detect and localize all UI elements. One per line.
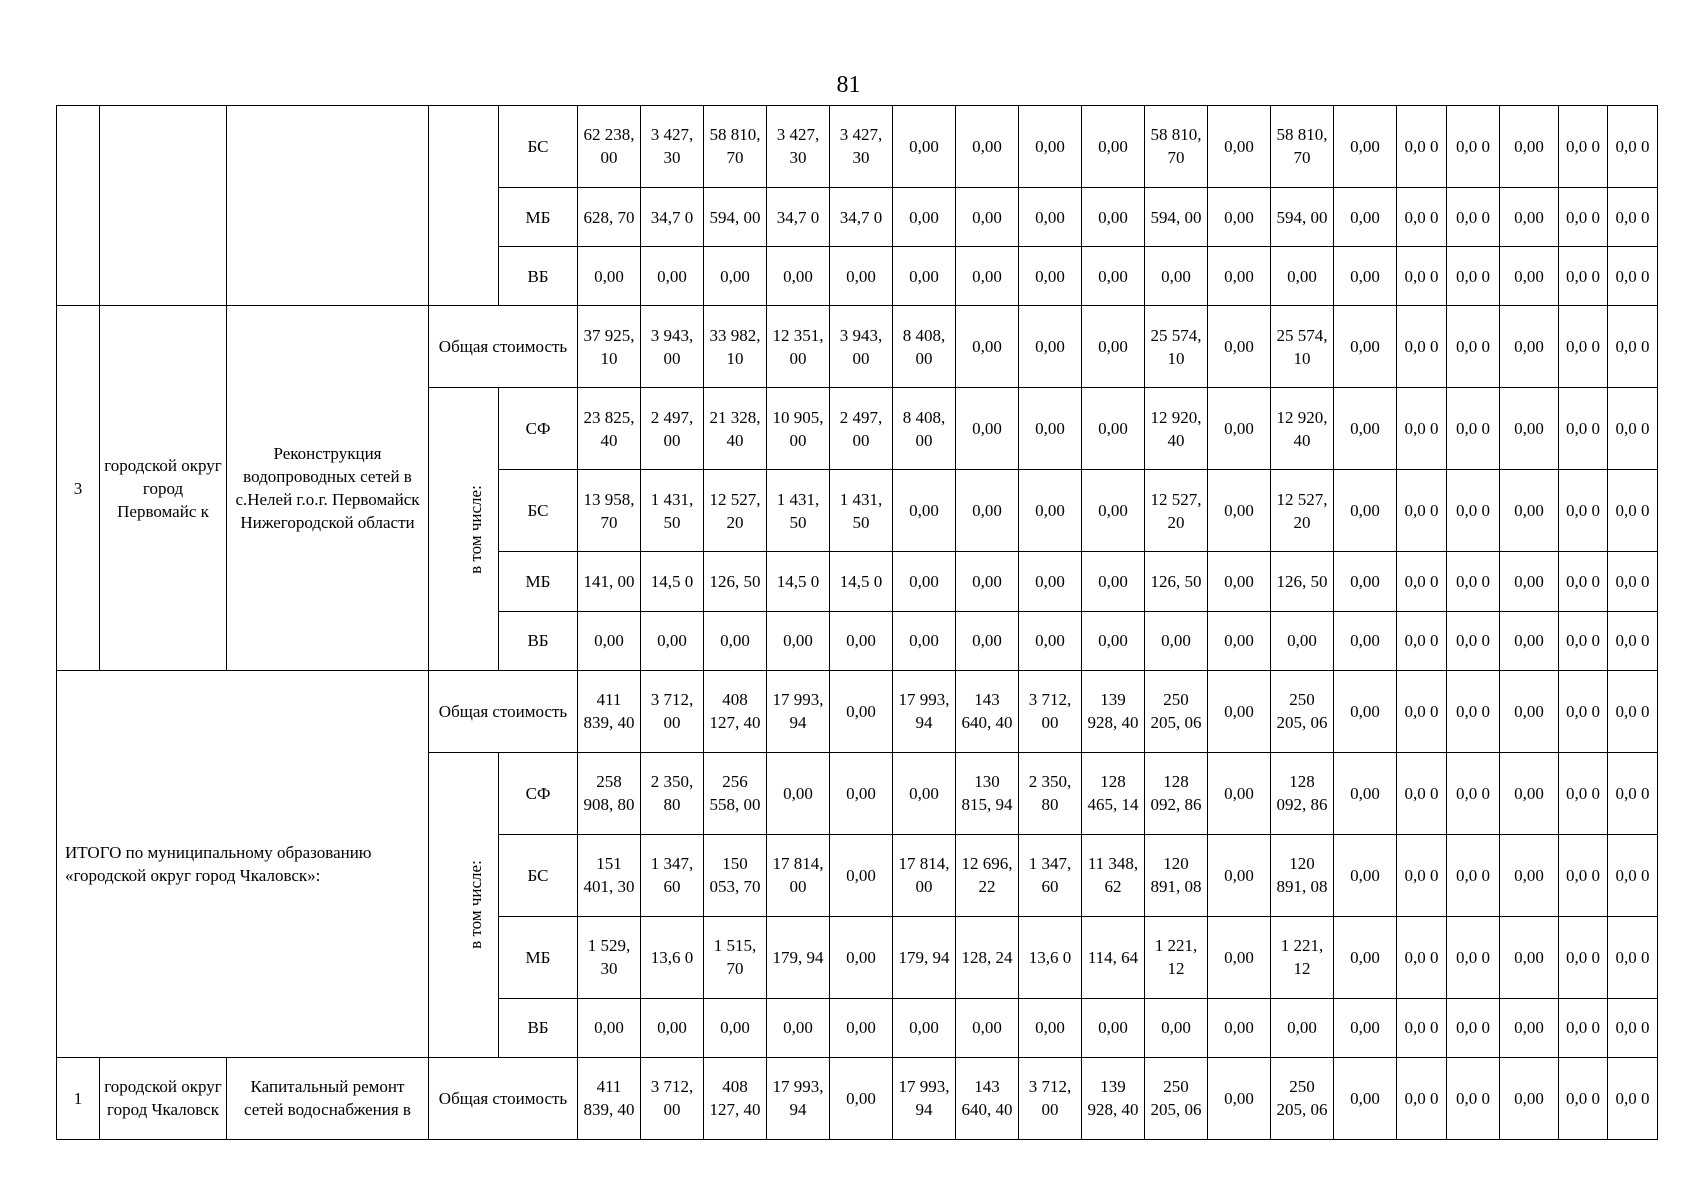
value-cell: 13,6 0 [1019, 916, 1082, 998]
value-cell: 0,00 [1208, 1057, 1271, 1139]
value-cell: 0,00 [830, 916, 893, 998]
value-cell: 10 905, 00 [767, 388, 830, 470]
category-cell: ВБ [499, 998, 578, 1057]
value-cell: 12 920, 40 [1271, 388, 1334, 470]
value-cell: 0,00 [1145, 611, 1208, 670]
category-cell: МБ [499, 187, 578, 246]
value-cell: 0,00 [1208, 670, 1271, 752]
value-cell: 0,0 0 [1559, 916, 1608, 998]
value-cell: 0,0 0 [1608, 752, 1658, 834]
value-cell: 0,00 [1271, 611, 1334, 670]
value-cell: 0,0 0 [1447, 834, 1500, 916]
value-cell: 0,00 [956, 611, 1019, 670]
value-cell: 0,00 [893, 187, 956, 246]
value-cell: 1 221, 12 [1271, 916, 1334, 998]
page-number: 81 [836, 72, 861, 98]
value-cell: 0,00 [893, 470, 956, 552]
municipality-cell [100, 106, 227, 306]
row-number-cell: 3 [57, 306, 100, 670]
value-cell: 0,0 0 [1447, 306, 1500, 388]
value-cell: 0,0 0 [1608, 388, 1658, 470]
value-cell: 0,00 [767, 611, 830, 670]
value-cell: 12 527, 20 [704, 470, 767, 552]
value-cell: 0,00 [767, 752, 830, 834]
value-cell: 0,00 [1334, 611, 1397, 670]
value-cell: 0,00 [1082, 552, 1145, 611]
value-cell: 14,5 0 [767, 552, 830, 611]
value-cell: 0,0 0 [1608, 247, 1658, 306]
value-cell: 3 427, 30 [830, 106, 893, 188]
value-cell: 0,0 0 [1397, 388, 1447, 470]
value-cell: 0,0 0 [1397, 752, 1447, 834]
value-cell: 0,0 0 [1608, 1057, 1658, 1139]
value-cell: 250 205, 06 [1145, 1057, 1208, 1139]
value-cell: 0,0 0 [1559, 247, 1608, 306]
value-cell: 0,00 [1500, 998, 1559, 1057]
value-cell: 0,00 [956, 306, 1019, 388]
value-cell: 0,00 [1334, 247, 1397, 306]
value-cell: 0,00 [1208, 106, 1271, 188]
value-cell: 120 891, 08 [1145, 834, 1208, 916]
category-cell: ВБ [499, 247, 578, 306]
value-cell: 12 920, 40 [1145, 388, 1208, 470]
value-cell: 0,00 [830, 752, 893, 834]
value-cell: 258 908, 80 [578, 752, 641, 834]
value-cell: 594, 00 [704, 187, 767, 246]
value-cell: 0,0 0 [1608, 187, 1658, 246]
category-cell: БС [499, 834, 578, 916]
value-cell: 0,00 [1019, 388, 1082, 470]
value-cell: 0,00 [1500, 552, 1559, 611]
table-row [57, 670, 1658, 752]
value-cell: 408 127, 40 [704, 1057, 767, 1139]
value-cell: 0,0 0 [1397, 916, 1447, 998]
value-cell: 14,5 0 [830, 552, 893, 611]
value-cell: 594, 00 [1271, 187, 1334, 246]
value-cell: 62 238, 00 [578, 106, 641, 188]
value-cell: 58 810, 70 [704, 106, 767, 188]
value-cell: 0,00 [1500, 106, 1559, 188]
value-cell: 0,0 0 [1608, 306, 1658, 388]
object-cell: Капитальный ремонт сетей водоснабжения в [227, 1057, 429, 1139]
value-cell: 0,00 [1208, 752, 1271, 834]
value-cell: 0,0 0 [1397, 552, 1447, 611]
total-cost-label: Общая стоимость [429, 306, 578, 388]
value-cell: 0,00 [1019, 998, 1082, 1057]
value-cell: 0,00 [893, 611, 956, 670]
value-cell: 0,0 0 [1559, 998, 1608, 1057]
value-cell: 120 891, 08 [1271, 834, 1334, 916]
value-cell: 58 810, 70 [1145, 106, 1208, 188]
category-cell: СФ [499, 752, 578, 834]
value-cell: 1 529, 30 [578, 916, 641, 998]
value-cell: 411 839, 40 [578, 1057, 641, 1139]
value-cell: 0,0 0 [1397, 470, 1447, 552]
value-cell: 17 993, 94 [767, 670, 830, 752]
value-cell: 139 928, 40 [1082, 670, 1145, 752]
value-cell: 0,00 [1500, 834, 1559, 916]
value-cell: 0,0 0 [1447, 752, 1500, 834]
value-cell: 34,7 0 [767, 187, 830, 246]
value-cell: 0,0 0 [1559, 670, 1608, 752]
value-cell: 2 350, 80 [1019, 752, 1082, 834]
value-cell: 0,00 [1334, 834, 1397, 916]
value-cell: 250 205, 06 [1145, 670, 1208, 752]
value-cell: 0,0 0 [1447, 670, 1500, 752]
value-cell: 0,00 [1082, 187, 1145, 246]
value-cell: 128 092, 86 [1271, 752, 1334, 834]
value-cell: 0,00 [1019, 247, 1082, 306]
value-cell: 0,00 [893, 752, 956, 834]
value-cell: 0,00 [1500, 470, 1559, 552]
value-cell: 25 574, 10 [1145, 306, 1208, 388]
value-cell: 11 348, 62 [1082, 834, 1145, 916]
value-cell: 0,0 0 [1397, 247, 1447, 306]
value-cell: 3 712, 00 [641, 1057, 704, 1139]
value-cell: 0,0 0 [1559, 834, 1608, 916]
table-row [57, 1057, 1658, 1139]
value-cell: 143 640, 40 [956, 670, 1019, 752]
value-cell: 250 205, 06 [1271, 1057, 1334, 1139]
value-cell: 12 696, 22 [956, 834, 1019, 916]
value-cell: 179, 94 [767, 916, 830, 998]
value-cell: 0,00 [1019, 187, 1082, 246]
value-cell: 17 993, 94 [893, 670, 956, 752]
value-cell: 0,00 [1334, 187, 1397, 246]
value-cell: 0,00 [1019, 470, 1082, 552]
including-label [429, 752, 499, 1057]
value-cell: 0,0 0 [1447, 388, 1500, 470]
value-cell: 8 408, 00 [893, 388, 956, 470]
value-cell: 21 328, 40 [704, 388, 767, 470]
value-cell: 2 350, 80 [641, 752, 704, 834]
value-cell: 0,0 0 [1397, 106, 1447, 188]
value-cell: 0,0 0 [1608, 106, 1658, 188]
value-cell: 0,00 [1082, 611, 1145, 670]
value-cell: 0,00 [704, 998, 767, 1057]
value-cell: 0,00 [578, 998, 641, 1057]
value-cell: 0,0 0 [1559, 388, 1608, 470]
value-cell: 0,0 0 [1559, 106, 1608, 188]
total-cost-label: Общая стоимость [429, 670, 578, 752]
value-cell: 0,00 [1334, 388, 1397, 470]
value-cell: 1 347, 60 [641, 834, 704, 916]
value-cell: 0,00 [1145, 247, 1208, 306]
value-cell: 0,00 [956, 998, 1019, 1057]
value-cell: 0,0 0 [1397, 998, 1447, 1057]
value-cell: 33 982, 10 [704, 306, 767, 388]
value-cell: 0,00 [830, 998, 893, 1057]
value-cell: 0,00 [1082, 388, 1145, 470]
value-cell: 1 431, 50 [641, 470, 704, 552]
value-cell: 0,00 [1334, 552, 1397, 611]
value-cell: 0,00 [893, 247, 956, 306]
value-cell: 0,00 [1208, 247, 1271, 306]
value-cell: 0,00 [956, 106, 1019, 188]
value-cell: 0,0 0 [1608, 998, 1658, 1057]
value-cell: 0,00 [1208, 834, 1271, 916]
value-cell: 0,0 0 [1397, 670, 1447, 752]
value-cell: 0,0 0 [1397, 306, 1447, 388]
value-cell: 2 497, 00 [830, 388, 893, 470]
value-cell: 0,00 [1500, 1057, 1559, 1139]
value-cell: 3 943, 00 [641, 306, 704, 388]
value-cell: 0,0 0 [1608, 670, 1658, 752]
value-cell: 594, 00 [1145, 187, 1208, 246]
value-cell: 0,00 [641, 611, 704, 670]
value-cell: 0,00 [1082, 470, 1145, 552]
value-cell: 12 351, 00 [767, 306, 830, 388]
value-cell: 0,00 [893, 552, 956, 611]
value-cell: 0,0 0 [1447, 187, 1500, 246]
value-cell: 23 825, 40 [578, 388, 641, 470]
value-cell: 0,0 0 [1397, 834, 1447, 916]
category-cell: БС [499, 106, 578, 188]
value-cell: 34,7 0 [641, 187, 704, 246]
category-cell: МБ [499, 916, 578, 998]
value-cell: 0,00 [830, 834, 893, 916]
municipality-cell: городской округ город Первомайс к [100, 306, 227, 670]
value-cell: 114, 64 [1082, 916, 1145, 998]
value-cell: 0,0 0 [1559, 187, 1608, 246]
value-cell: 250 205, 06 [1271, 670, 1334, 752]
value-cell: 0,0 0 [1559, 611, 1608, 670]
value-cell: 0,00 [1500, 187, 1559, 246]
value-cell: 0,00 [1082, 998, 1145, 1057]
value-cell: 0,00 [1019, 552, 1082, 611]
value-cell: 0,00 [1208, 470, 1271, 552]
value-cell: 0,00 [830, 1057, 893, 1139]
value-cell: 0,00 [1334, 752, 1397, 834]
value-cell: 0,00 [641, 247, 704, 306]
value-cell: 0,00 [1208, 552, 1271, 611]
value-cell: 0,0 0 [1608, 611, 1658, 670]
value-cell: 0,00 [1145, 998, 1208, 1057]
category-cell: СФ [499, 388, 578, 470]
value-cell: 126, 50 [704, 552, 767, 611]
value-cell: 37 925, 10 [578, 306, 641, 388]
value-cell: 0,0 0 [1559, 306, 1608, 388]
value-cell: 150 053, 70 [704, 834, 767, 916]
value-cell: 0,00 [956, 247, 1019, 306]
value-cell: 0,00 [956, 187, 1019, 246]
value-cell: 1 515, 70 [704, 916, 767, 998]
value-cell: 0,0 0 [1447, 470, 1500, 552]
value-cell: 0,00 [1019, 106, 1082, 188]
value-cell: 0,0 0 [1447, 552, 1500, 611]
value-cell: 12 527, 20 [1271, 470, 1334, 552]
value-cell: 0,0 0 [1397, 1057, 1447, 1139]
value-cell: 0,00 [1271, 998, 1334, 1057]
value-cell: 0,00 [578, 247, 641, 306]
value-cell: 0,00 [1500, 670, 1559, 752]
value-cell: 0,00 [956, 388, 1019, 470]
table-row [57, 306, 1658, 388]
value-cell: 0,00 [1334, 1057, 1397, 1139]
value-cell: 3 427, 30 [767, 106, 830, 188]
value-cell: 128 465, 14 [1082, 752, 1145, 834]
category-cell: ВБ [499, 611, 578, 670]
value-cell: 0,0 0 [1608, 834, 1658, 916]
value-cell: 0,00 [1500, 916, 1559, 998]
value-cell: 126, 50 [1271, 552, 1334, 611]
value-cell: 0,00 [893, 106, 956, 188]
including-label-text: в том числе: [465, 860, 485, 950]
value-cell: 34,7 0 [830, 187, 893, 246]
value-cell: 1 431, 50 [767, 470, 830, 552]
value-cell: 0,00 [956, 552, 1019, 611]
value-cell: 0,00 [1082, 247, 1145, 306]
value-cell: 141, 00 [578, 552, 641, 611]
including-label [429, 388, 499, 670]
value-cell: 0,0 0 [1608, 470, 1658, 552]
value-cell: 0,00 [893, 998, 956, 1057]
object-cell: Реконструкция водопроводных сетей в с.Нелей г.о.г. Первомайск Нижегородской области [227, 306, 429, 670]
value-cell: 0,0 0 [1559, 1057, 1608, 1139]
value-cell: 0,0 0 [1447, 916, 1500, 998]
total-label-cell: ИТОГО по муниципальному образованию «городской округ город Чкаловск»: [57, 670, 429, 1057]
value-cell: 0,00 [1500, 611, 1559, 670]
value-cell: 128 092, 86 [1145, 752, 1208, 834]
value-cell: 13 958, 70 [578, 470, 641, 552]
value-cell: 0,00 [1500, 388, 1559, 470]
value-cell: 0,00 [767, 247, 830, 306]
value-cell: 25 574, 10 [1271, 306, 1334, 388]
including-cell [429, 106, 499, 306]
value-cell: 0,00 [1208, 916, 1271, 998]
value-cell: 17 814, 00 [893, 834, 956, 916]
value-cell: 411 839, 40 [578, 670, 641, 752]
value-cell: 3 427, 30 [641, 106, 704, 188]
including-label-text: в том числе: [465, 484, 485, 574]
value-cell: 0,00 [1271, 247, 1334, 306]
value-cell: 130 815, 94 [956, 752, 1019, 834]
value-cell: 0,0 0 [1608, 916, 1658, 998]
value-cell: 0,0 0 [1397, 187, 1447, 246]
value-cell: 0,00 [1334, 916, 1397, 998]
value-cell: 0,00 [1334, 306, 1397, 388]
value-cell: 0,0 0 [1559, 752, 1608, 834]
value-cell: 0,0 0 [1397, 611, 1447, 670]
value-cell: 0,00 [1082, 106, 1145, 188]
value-cell: 0,00 [1208, 187, 1271, 246]
value-cell: 0,00 [1019, 306, 1082, 388]
value-cell: 0,00 [830, 670, 893, 752]
value-cell: 128, 24 [956, 916, 1019, 998]
value-cell: 0,00 [704, 611, 767, 670]
value-cell: 0,00 [1334, 106, 1397, 188]
value-cell: 0,00 [1208, 388, 1271, 470]
category-cell: МБ [499, 552, 578, 611]
value-cell: 17 814, 00 [767, 834, 830, 916]
value-cell: 0,00 [1208, 611, 1271, 670]
value-cell: 1 221, 12 [1145, 916, 1208, 998]
row-number-cell [57, 106, 100, 306]
value-cell: 2 497, 00 [641, 388, 704, 470]
value-cell: 1 431, 50 [830, 470, 893, 552]
value-cell: 0,00 [1208, 998, 1271, 1057]
value-cell: 0,00 [1019, 611, 1082, 670]
value-cell: 0,0 0 [1447, 247, 1500, 306]
value-cell: 0,00 [1500, 306, 1559, 388]
value-cell: 126, 50 [1145, 552, 1208, 611]
value-cell: 143 640, 40 [956, 1057, 1019, 1139]
value-cell: 151 401, 30 [578, 834, 641, 916]
value-cell: 3 943, 00 [830, 306, 893, 388]
value-cell: 0,00 [1082, 306, 1145, 388]
value-cell: 0,0 0 [1447, 998, 1500, 1057]
value-cell: 0,00 [1208, 306, 1271, 388]
value-cell: 17 993, 94 [893, 1057, 956, 1139]
value-cell: 3 712, 00 [1019, 1057, 1082, 1139]
value-cell: 0,00 [1334, 998, 1397, 1057]
value-cell: 0,00 [1500, 752, 1559, 834]
value-cell: 408 127, 40 [704, 670, 767, 752]
value-cell: 628, 70 [578, 187, 641, 246]
value-cell: 0,00 [1334, 470, 1397, 552]
value-cell: 0,00 [830, 247, 893, 306]
value-cell: 0,00 [641, 998, 704, 1057]
row-number-cell: 1 [57, 1057, 100, 1139]
budget-table [56, 105, 1658, 1140]
table-row [57, 106, 1658, 188]
value-cell: 179, 94 [893, 916, 956, 998]
value-cell: 17 993, 94 [767, 1057, 830, 1139]
value-cell: 12 527, 20 [1145, 470, 1208, 552]
total-cost-label: Общая стоимость [429, 1057, 578, 1139]
object-cell [227, 106, 429, 306]
value-cell: 0,0 0 [1447, 106, 1500, 188]
value-cell: 8 408, 00 [893, 306, 956, 388]
value-cell: 13,6 0 [641, 916, 704, 998]
value-cell: 0,0 0 [1447, 1057, 1500, 1139]
value-cell: 58 810, 70 [1271, 106, 1334, 188]
value-cell: 14,5 0 [641, 552, 704, 611]
value-cell: 0,00 [830, 611, 893, 670]
value-cell: 3 712, 00 [1019, 670, 1082, 752]
value-cell: 256 558, 00 [704, 752, 767, 834]
value-cell: 0,00 [956, 470, 1019, 552]
municipality-cell: городской округ город Чкаловск [100, 1057, 227, 1139]
value-cell: 0,0 0 [1559, 470, 1608, 552]
value-cell: 0,00 [1334, 670, 1397, 752]
value-cell: 0,00 [704, 247, 767, 306]
value-cell: 0,0 0 [1608, 552, 1658, 611]
value-cell: 0,0 0 [1559, 552, 1608, 611]
value-cell: 0,00 [578, 611, 641, 670]
value-cell: 0,00 [767, 998, 830, 1057]
value-cell: 139 928, 40 [1082, 1057, 1145, 1139]
value-cell: 0,00 [1500, 247, 1559, 306]
value-cell: 0,0 0 [1447, 611, 1500, 670]
value-cell: 3 712, 00 [641, 670, 704, 752]
category-cell: БС [499, 470, 578, 552]
value-cell: 1 347, 60 [1019, 834, 1082, 916]
